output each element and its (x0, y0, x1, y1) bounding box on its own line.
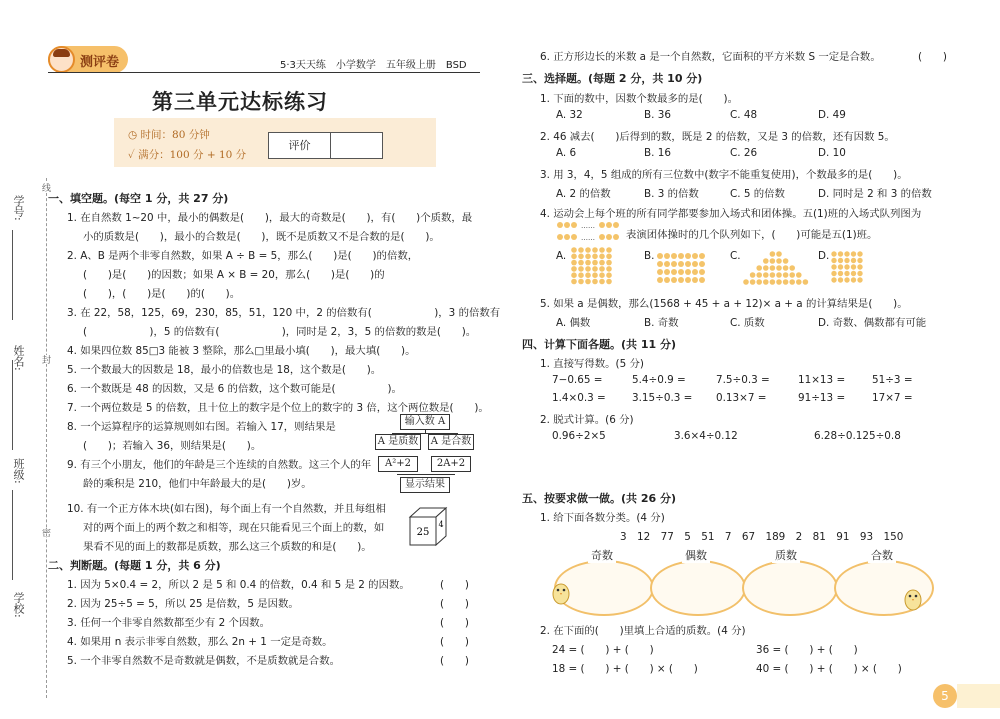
fill-q2-line1: 2. A、B 是两个非零自然数，如果 A ÷ B = 5，那么( )是( )的倍数， (67, 250, 419, 262)
clock-icon: ◷ (128, 129, 138, 141)
page-tab (957, 684, 1000, 708)
calc-item: 17×7 = (872, 392, 913, 404)
prime-oval[interactable] (742, 560, 838, 616)
calc-item: 11×13 = (798, 374, 846, 386)
choice-q2-b[interactable]: B. 16 (644, 147, 671, 159)
choice-q4-line2: 表演团体操时的几个队列如下，( )可能是五(1)班。 (626, 229, 878, 241)
calc-item: 7−0.65 = (552, 374, 603, 386)
section1-title: 一、填空题。(每空 1 分，共 27 分) (48, 192, 229, 205)
calc-item: 5.4÷0.9 = (632, 374, 686, 386)
choice-q5-b[interactable]: B. 奇数 (644, 317, 679, 329)
calc-item: 51÷3 = (872, 374, 913, 386)
book-header: 5·3天天练 小学数学 五年级上册 BSD (280, 60, 467, 71)
section3-title: 三、选择题。(每题 2 分，共 10 分) (522, 72, 703, 85)
choice-q1-b[interactable]: B. 36 (644, 109, 671, 121)
choice-q3-d[interactable]: D. 同时是 2 和 3 的倍数 (818, 188, 932, 200)
judge-q6: 6. 正方形边长的米数 a 是一个自然数，它面积的平方米数 S 一定是合数。 (540, 51, 881, 63)
fill-q9-line1: 9. 有三个小朋友，他们的年龄是三个连续的自然数。这三个人的年 (67, 459, 372, 471)
judge-q3: 3. 任何一个非零自然数都至少有 2 个因数。 (67, 617, 271, 629)
choice-q5: 5. 如果 a 是偶数，那么(1568 + 45 + a + 12)× a + a 的计算结果是( )。 (540, 298, 908, 310)
student-name-label: 姓名: (12, 345, 25, 371)
calc-part2-title: 2. 脱式计算。(6 分) (540, 414, 634, 426)
cube-side-number: 4 (438, 520, 444, 529)
choice-q4-c[interactable]: C. (730, 250, 741, 262)
seal-mark-line: 线 (40, 183, 50, 192)
choice-q2-d[interactable]: D. 10 (818, 147, 846, 159)
fill-q1-line2: 小的质数是( )，最小的合数是( )，既不是质数又不是合数的是( )。 (83, 231, 440, 243)
choice-q1-d[interactable]: D. 49 (818, 109, 846, 121)
stepwise-calc-item: 3.6×4÷0.12 (674, 430, 738, 442)
section5-title: 五、按要求做一做。(共 26 分) (522, 492, 677, 505)
student-number-label: 学号: (12, 195, 25, 221)
judge-answer-6[interactable]: ( ) (918, 51, 947, 63)
fill-q6: 6. 一个数既是 48 的因数，又是 6 的倍数，这个数可能是( )。 (67, 383, 402, 395)
test-badge (48, 46, 128, 73)
stepwise-calc-item: 6.28÷0.125÷0.8 (814, 430, 901, 442)
choice-q3-b[interactable]: B. 3 的倍数 (644, 188, 699, 200)
calc-item: 7.5÷0.3 = (716, 374, 770, 386)
choice-q1-c[interactable]: C. 48 (730, 109, 758, 121)
flow-merge (397, 474, 455, 475)
flow-input: 输入数 A (400, 414, 450, 430)
fill-q2-line2: ( )是( )的因数；如果 A × B = 20，那么( )是( )的 (83, 269, 385, 281)
fill-q1-line1: 1. 在自然数 1~20 中，最小的偶数是( )，最大的奇数是( )，有( )个质数，最 (67, 212, 473, 224)
calc-item: 1.4×0.3 = (552, 392, 606, 404)
judge-q1: 1. 因为 5×0.4 = 2，所以 2 是 5 和 0.4 的倍数，0.4 和 5 是 2 的因数。 (67, 579, 410, 591)
choice-q3: 3. 用 3，4，5 组成的所有三位数中(数字不能重复使用)，个数最多的是( )。 (540, 169, 908, 181)
choice-q5-d[interactable]: D. 奇数、偶数都有可能 (818, 317, 927, 329)
prime-label: 质数 (772, 547, 800, 563)
flow-square: A²+2 (378, 456, 418, 472)
score-text: 满分：100 分 + 10 分 (138, 149, 247, 161)
header-rule (48, 72, 480, 73)
cube-figure (408, 505, 448, 547)
svg-text:……: …… (581, 234, 595, 242)
judge-answer-1[interactable]: ( ) (440, 579, 469, 591)
choice-q4-line1: 4. 运动会上每个班的所有同学都要参加入场式和团体操。五(1)班的入场式队列图为 (540, 208, 922, 220)
section4-title: 四、计算下面各题。(共 11 分) (522, 338, 677, 351)
formation-b-figure (656, 252, 708, 286)
choice-q5-a[interactable]: A. 偶数 (556, 317, 591, 329)
choice-q2: 2. 46 减去( )后得到的数，既是 2 的倍数，又是 3 的倍数，还有因数 5。 (540, 131, 895, 143)
prime-eq-40[interactable]: 40 = ( ) + ( ) × ( ) (756, 663, 902, 675)
formation-a-figure (570, 246, 614, 286)
formation-d-figure (830, 250, 864, 284)
fill-q8-line1: 8. 一个运算程序的运算规则如右图。若输入 17，则结果是 (67, 421, 336, 433)
class-label: 班级: (12, 458, 25, 484)
name-line (12, 230, 13, 320)
judge-answer-5[interactable]: ( ) (440, 655, 469, 667)
prime-fill-title: 2. 在下面的( )里填上合适的质数。(4 分) (540, 625, 746, 637)
evaluation-box (268, 132, 383, 159)
classify-title: 1. 给下面各数分类。(4 分) (540, 512, 665, 524)
choice-q4-d[interactable]: D. (818, 250, 830, 262)
fill-q5: 5. 一个数最大的因数是 18，最小的倍数也是 18，这个数是( )。 (67, 364, 382, 376)
prime-eq-24[interactable]: 24 = ( ) + ( ) (552, 644, 654, 656)
full-score (128, 147, 246, 162)
fill-q10-line3: 果看不见的面上的数都是质数，那么这三个质数的和是( )。 (83, 541, 372, 553)
time-limit (128, 127, 210, 142)
badge-label: 测评卷 (80, 55, 120, 70)
even-oval[interactable] (650, 560, 746, 616)
check-icon: ✓ (128, 149, 135, 161)
prime-eq-36[interactable]: 36 = ( ) + ( ) (756, 644, 858, 656)
fill-q2-line3: ( )，( )是( )的( )。 (83, 288, 241, 300)
even-label: 偶数 (682, 547, 710, 563)
choice-q5-c[interactable]: C. 质数 (730, 317, 765, 329)
flow-composite: A 是合数 (428, 434, 474, 450)
fill-q8-line2: ( )；若输入 36，则结果是( )。 (83, 440, 262, 452)
page-number: 5 (933, 684, 957, 708)
choice-q2-a[interactable]: A. 6 (556, 147, 577, 159)
calc-item: 0.13×7 = (716, 392, 767, 404)
formation-c-figure (742, 250, 812, 286)
odd-label: 奇数 (588, 547, 616, 563)
fill-q10-line1: 10. 有一个正方体木块(如右图)，每个面上有一个自然数，并且每组相 (67, 503, 386, 515)
judge-q2: 2. 因为 25÷5 = 5，所以 25 是倍数，5 是因数。 (67, 598, 299, 610)
calc-item: 3.15÷0.3 = (632, 392, 693, 404)
prime-eq-18[interactable]: 18 = ( ) + ( ) × ( ) (552, 663, 698, 675)
classify-numbers: 3 12 77 5 51 7 67 189 2 81 91 93 150 (620, 531, 904, 543)
evaluation-label: 评价 (269, 133, 331, 158)
judge-q4: 4. 如果用 n 表示非零自然数，那么 2n + 1 一定是奇数。 (67, 636, 333, 648)
choice-q4-b[interactable]: B. (644, 250, 655, 262)
choice-q2-c[interactable]: C. 26 (730, 147, 758, 159)
page-title: 第三单元达标练习 (152, 90, 328, 114)
time-text: 时间：80 分钟 (140, 129, 210, 141)
entrance-formation-figure (556, 220, 620, 244)
calc-part1-title: 1. 直接写得数。(5 分) (540, 358, 644, 370)
choice-q3-a[interactable]: A. 2 的倍数 (556, 188, 611, 200)
fill-q9-line2: 龄的乘积是 210，他们中年龄最大的是( )岁。 (83, 478, 312, 490)
section2-title: 二、判断题。(每题 1 分，共 6 分) (48, 559, 221, 572)
stepwise-calc-item: 0.96÷2×5 (552, 430, 606, 442)
chick-left-icon (550, 578, 572, 606)
fill-q3-line2: ( )，5 的倍数有( )，同时是 2，3，5 的倍数的数是( )。 (83, 326, 477, 338)
seal-mark-secret: 密 (40, 528, 50, 537)
judge-answer-3[interactable]: ( ) (440, 617, 469, 629)
flow-prime: A 是质数 (375, 434, 421, 450)
class-line (12, 360, 13, 450)
judge-q5: 5. 一个非零自然数不是奇数就是偶数，不是质数就是合数。 (67, 655, 340, 667)
fill-q4: 4. 如果四位数 85□3 能被 3 整除，那么□里最小填( )，最大填( )。 (67, 345, 416, 357)
choice-q1-a[interactable]: A. 32 (556, 109, 583, 121)
judge-answer-2[interactable]: ( ) (440, 598, 469, 610)
cartoon-girl-icon (48, 46, 75, 73)
fill-q10-line2: 对的两个面上的两个数之和相等，现在只能看见三个面上的数，如 (83, 522, 385, 534)
school-label: 学校: (12, 592, 25, 618)
choice-q3-c[interactable]: C. 5 的倍数 (730, 188, 785, 200)
flow-double: 2A+2 (431, 456, 471, 472)
school-line (12, 490, 13, 580)
cube-front-number: 25 (416, 527, 430, 538)
choice-q1: 1. 下面的数中，因数个数最多的是( )。 (540, 93, 738, 105)
choice-q4-a[interactable]: A. (556, 250, 567, 262)
fill-q3-line1: 3. 在 22，58，125，69，230，85，51，120 中，2 的倍数有( )，3 的倍数有 (67, 307, 501, 319)
flow-output: 显示结果 (400, 477, 450, 493)
judge-answer-4[interactable]: ( ) (440, 636, 469, 648)
calc-item: 91÷13 = (798, 392, 846, 404)
seal-mark-seal: 封 (40, 355, 50, 364)
composite-label: 合数 (868, 547, 896, 563)
chick-right-icon (902, 584, 924, 612)
binding-line (46, 178, 47, 698)
fill-q7: 7. 一个两位数是 5 的倍数，且十位上的数字是个位上的数字的 3 倍，这个两位数是( )。 (67, 402, 489, 414)
svg-text:……: …… (581, 222, 595, 230)
